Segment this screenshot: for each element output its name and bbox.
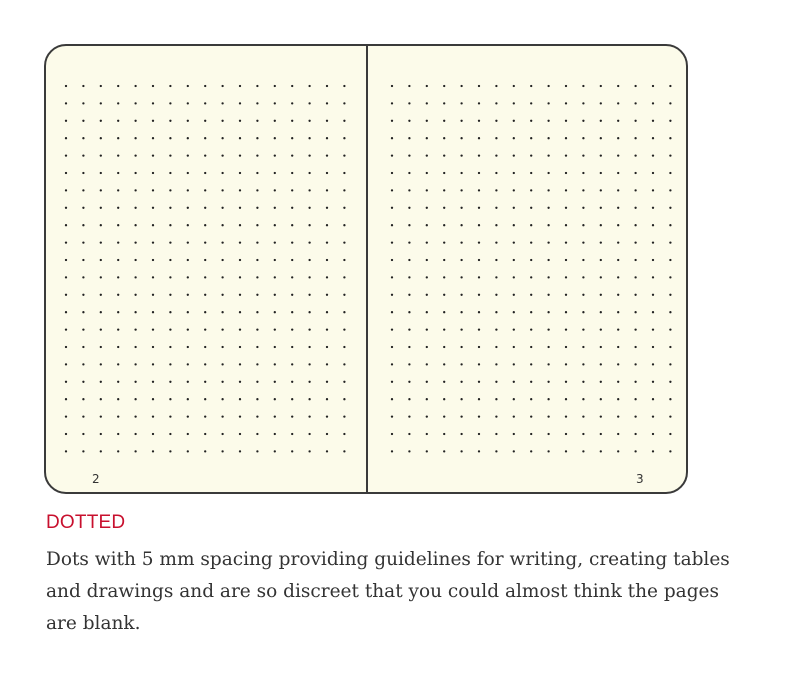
left-page bbox=[46, 46, 366, 492]
dot-grid-right bbox=[388, 82, 688, 472]
right-page bbox=[368, 46, 686, 492]
section-title: DOTTED bbox=[46, 512, 126, 533]
dot-grid-left bbox=[62, 82, 362, 472]
page-number-left: 2 bbox=[92, 472, 100, 486]
section-description: Dots with 5 mm spacing providing guidelines for writing, creating tables and drawings and are so discreet that you could almost think the pages are blank. bbox=[46, 549, 730, 634]
dotted-notebook-illustration bbox=[44, 44, 688, 494]
page-number-right: 3 bbox=[636, 472, 644, 486]
